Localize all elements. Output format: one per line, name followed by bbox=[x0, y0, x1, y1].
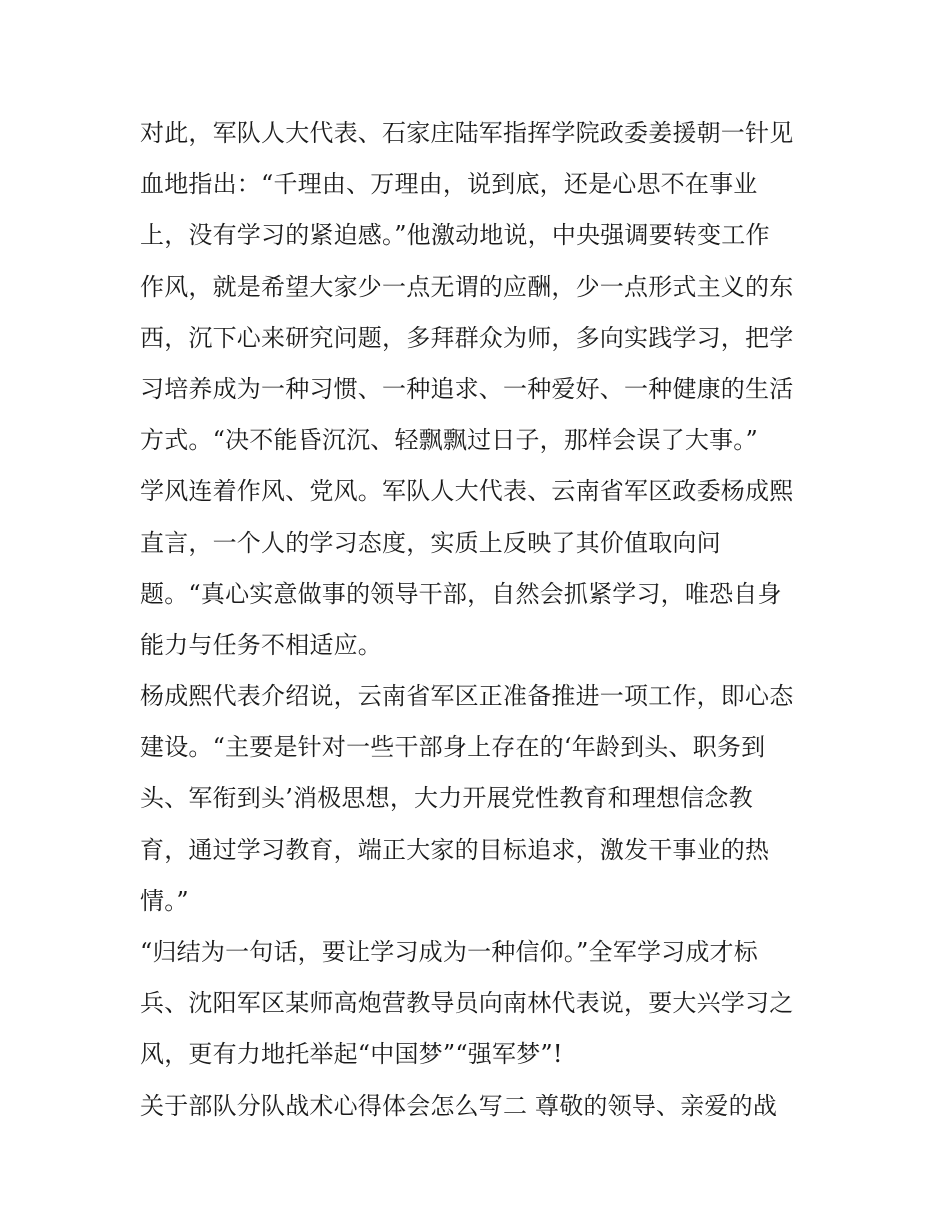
text-line: 对此，军队人大代表、石家庄陆军指挥学院政委姜援朝一针见 bbox=[140, 119, 794, 147]
text-line: 建设。“主要是针对一些干部身上存在的‘年龄到头、职务到 bbox=[140, 733, 766, 762]
text-line: 血地指出：“千理由、万理由，说到底，还是心思不在事业 bbox=[140, 170, 758, 199]
text-line: 上，没有学习的紧迫感。”他激动地说，中央强调要转变工作 bbox=[140, 221, 770, 250]
text-line: 方式。“决不能昏沉沉、轻飘飘过日子，那样会误了大事。” bbox=[140, 426, 758, 455]
text-line: 育，通过学习教育，端正大家的目标追求，激发干事业的热 bbox=[140, 835, 770, 864]
text-line: 能力与任务不相适应。 bbox=[140, 630, 382, 659]
text-line: 题。“真心实意做事的领导干部，自然会抓紧学习，唯恐自身 bbox=[140, 579, 782, 608]
text-line: “归结为一句话，要让学习成为一种信仰。”全军学习成才标 bbox=[140, 938, 758, 966]
text-line: 关于部队分队战术心得体会怎么写二 尊敬的领导、亲爱的战 bbox=[140, 1091, 778, 1120]
text-line: 习培养成为一种习惯、一种追求、一种爱好、一种健康的生活 bbox=[140, 374, 794, 403]
text-line: 风，更有力地托举起“中国梦”“强军梦”! bbox=[140, 1040, 563, 1069]
text-line: 学风连着作风、党风。军队人大代表、云南省军区政委杨成熙 bbox=[140, 477, 794, 506]
text-line: 直言，一个人的学习态度，实质上反映了其价值取向问 bbox=[140, 528, 721, 557]
text-line: 情。” bbox=[140, 886, 189, 915]
text-line: 杨成熙代表介绍说，云南省军区正准备推进一项工作，即心态 bbox=[140, 682, 794, 711]
text-line: 头、军衔到头’消极思想，大力开展党性教育和理想信念教 bbox=[140, 784, 753, 813]
text-line: 兵、沈阳军区某师高炮营教导员向南林代表说，要大兴学习之 bbox=[140, 989, 794, 1018]
body-text bbox=[140, 108, 830, 1132]
text-line: 作风，就是希望大家少一点无谓的应酬，少一点形式主义的东 bbox=[140, 272, 794, 301]
text-line: 西，沉下心来研究问题，多拜群众为师，多向实践学习，把学 bbox=[140, 323, 794, 352]
